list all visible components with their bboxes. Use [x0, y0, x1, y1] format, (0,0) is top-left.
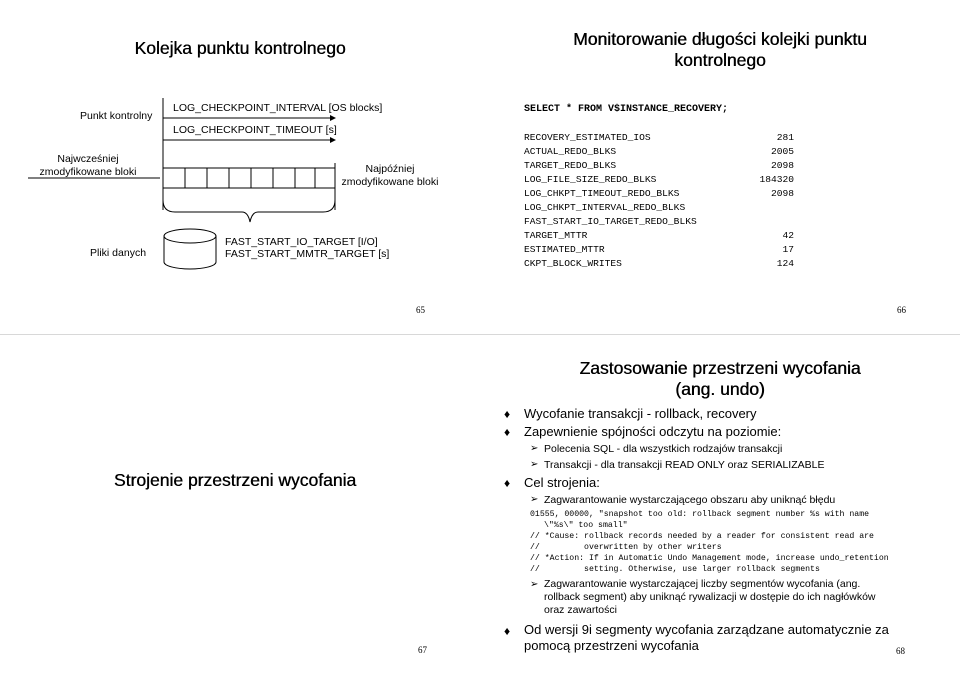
row-name: FAST_START_IO_TARGET_REDO_BLKS: [524, 216, 697, 227]
error-code-line: \"%s\" too small": [544, 521, 628, 530]
sub-bullet-text: Transakcji - dla transakcji READ ONLY oraz SERIALIZABLE: [544, 459, 825, 471]
error-code-line: // overwritten by other writers: [530, 543, 722, 552]
slide-title: [480, 29, 960, 71]
arrow-bullet-icon: ➢: [530, 443, 539, 454]
fast-io-label: FAST_START_IO_TARGET [I/O]: [225, 236, 378, 248]
row-name: LOG_FILE_SIZE_REDO_BLKS: [524, 174, 657, 185]
sql-query: SELECT * FROM V$INSTANCE_RECOVERY;: [524, 104, 729, 115]
table-row: [524, 160, 794, 174]
title-line1: Zastosowanie przestrzeni wycofania: [579, 358, 861, 378]
latest-line2: zmodyfikowane bloki: [341, 176, 439, 188]
diamond-bullet-icon: ♦: [504, 407, 511, 421]
row-value: 184320: [759, 174, 794, 185]
slide-body: [504, 404, 950, 664]
row-name: LOG_CHKPT_INTERVAL_REDO_BLKS: [524, 202, 686, 213]
error-code-line: // *Cause: rollback records needed by a reader for consistent read are: [530, 532, 874, 541]
bullet-text: Zapewnienie spójności odczytu na poziomie:: [524, 424, 782, 439]
diamond-bullet-icon: ♦: [504, 425, 511, 439]
error-code-line: // *Action: If in Automatic Undo Management mode, increase undo_retention: [530, 554, 889, 563]
table-row: [524, 146, 794, 160]
slide-65: [0, 0, 480, 330]
row-value: 2098: [770, 160, 794, 171]
interval-label: LOG_CHECKPOINT_INTERVAL [OS blocks]: [173, 102, 383, 114]
slide-title: Strojenie przestrzeni wycofania: [113, 470, 357, 490]
earliest-line2: zmodyfikowane bloki: [39, 166, 137, 178]
datafiles-label: Pliki danych: [90, 247, 147, 259]
earliest-line1: Najwcześniej: [57, 153, 119, 165]
row-name: TARGET_REDO_BLKS: [524, 160, 617, 171]
sub-bullet-item: [530, 578, 876, 617]
table-row: [524, 258, 794, 272]
bullet-item: [504, 475, 600, 490]
row-name: RECOVERY_ESTIMATED_IOS: [524, 132, 651, 143]
latest-line1: Najpóźniej: [365, 163, 415, 175]
sub-bullet-text: Polecenia SQL - dla wszystkich rodzajów transakcji: [544, 443, 783, 455]
row-value: 17: [782, 244, 794, 255]
sub-bullet-item: [530, 494, 836, 506]
datafile-cylinder-top: [164, 229, 216, 243]
table-row: [524, 230, 794, 244]
error-code-line: 01555, 00000, "snapshot too old: rollback segment number %s with name: [530, 510, 870, 519]
row-value: 2098: [770, 188, 794, 199]
arrow-bullet-icon: ➢: [530, 459, 539, 470]
row-value: 2005: [770, 146, 794, 157]
bullet-text: Wycofanie transakcji - rollback, recovery: [524, 406, 757, 421]
table-row: [524, 202, 794, 216]
sub-bullet-text-line2: rollback segment) aby uniknąć rywalizacji w dostępie do ich nagłówków: [544, 591, 876, 603]
row-name: ESTIMATED_MTTR: [524, 244, 605, 255]
row-name: CKPT_BLOCK_WRITES: [524, 258, 622, 269]
recovery-table: [524, 132, 794, 272]
page-number: 67: [418, 645, 427, 655]
checkpoint-queue-diagram: [0, 0, 480, 330]
error-code-line: // setting. Otherwise, use larger rollback segments: [530, 565, 820, 574]
table-row: [524, 174, 794, 188]
bullet-text-line2: pomocą przestrzeni wycofania: [524, 638, 699, 653]
slide-title: [480, 358, 960, 400]
bullet-text-line1: Od wersji 9i segmenty wycofania zarządzane automatycznie za: [524, 622, 889, 637]
brace-shape: [163, 200, 335, 222]
table-row: [524, 216, 794, 230]
diamond-bullet-icon: ♦: [504, 476, 511, 490]
timeout-label: LOG_CHECKPOINT_TIMEOUT [s]: [173, 124, 337, 136]
title-line2: kontrolnego: [674, 50, 766, 70]
slide-title: Kolejka punktu kontrolnego: [134, 38, 346, 58]
page-number: 66: [897, 305, 906, 315]
arrow-bullet-icon: ➢: [530, 579, 539, 590]
table-row: [524, 188, 794, 202]
sub-bullet-text: Zagwarantowanie wystarczającego obszaru aby uniknąć błędu: [544, 494, 836, 506]
page-number: 68: [896, 646, 905, 656]
row-name: LOG_CHKPT_TIMEOUT_REDO_BLKS: [524, 188, 680, 199]
checkpoint-label: Punkt kontrolny: [80, 110, 153, 122]
row-value: 42: [782, 230, 794, 241]
row-value: 281: [776, 132, 794, 143]
title-line1: Monitorowanie długości kolejki punktu: [573, 29, 867, 49]
row-value: 124: [776, 258, 794, 269]
sub-bullet-text-line3: oraz zawartości: [544, 604, 617, 616]
row-name: ACTUAL_REDO_BLKS: [524, 146, 617, 157]
diamond-bullet-icon: ♦: [504, 624, 511, 638]
slide-68: [480, 340, 960, 682]
bullet-text: Cel strojenia:: [524, 475, 600, 490]
sub-bullet-item: [530, 443, 783, 455]
slide-67: [0, 340, 480, 682]
sub-bullet-item: [530, 459, 825, 471]
sub-bullet-text-line1: Zagwarantowanie wystarczającej liczby segmentów wycofania (ang.: [544, 578, 861, 590]
fast-mttr-label: FAST_START_MMTR_TARGET [s]: [225, 248, 390, 260]
slide-66: [480, 0, 960, 330]
arrow-bullet-icon: ➢: [530, 494, 539, 505]
table-row: [524, 132, 794, 146]
slide-separator: [0, 334, 960, 335]
bullet-item: [504, 424, 781, 439]
bullet-item: [504, 622, 889, 654]
table-row: [524, 244, 794, 258]
queue-rect: [163, 168, 335, 188]
row-name: TARGET_MTTR: [524, 230, 588, 241]
title-line2: (ang. undo): [675, 379, 765, 399]
page-number: 65: [416, 305, 425, 315]
bullet-item: [504, 406, 757, 421]
